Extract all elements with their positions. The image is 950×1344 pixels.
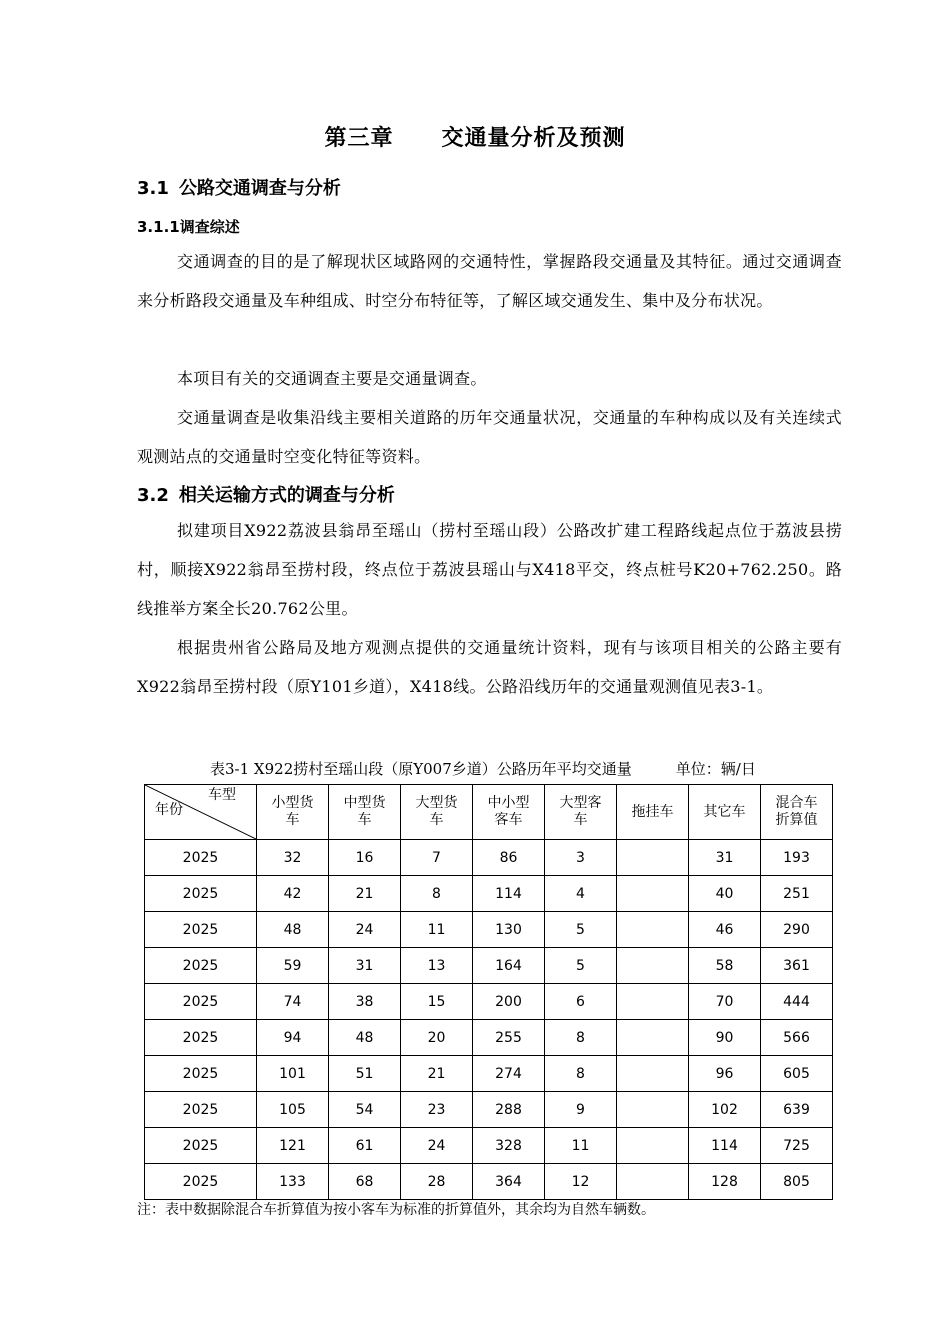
column-header-line: 中型货	[343, 795, 386, 811]
table-cell: 128	[689, 1164, 761, 1200]
table-row	[145, 1056, 833, 1092]
table-cell: 58	[689, 948, 761, 984]
table-cell: 566	[761, 1020, 833, 1056]
column-header	[257, 785, 329, 840]
column-header-line: 客车	[494, 812, 523, 828]
table-cell	[617, 948, 689, 984]
column-header-line: 其它车	[703, 803, 746, 820]
table-cell: 38	[329, 984, 401, 1020]
column-header-line: 中小型	[487, 795, 530, 811]
column-header	[689, 785, 761, 840]
chapter-number: 第三章	[324, 126, 394, 151]
year-cell: 2025	[145, 1164, 257, 1200]
table-row	[145, 1128, 833, 1164]
table-cell: 21	[329, 876, 401, 912]
year-cell: 2025	[145, 984, 257, 1020]
table-note: 注：表中数据除混合车折算值为按小客车为标准的折算值外，其余均为自然车辆数。	[137, 1202, 655, 1218]
table-cell: 8	[545, 1056, 617, 1092]
year-cell: 2025	[145, 912, 257, 948]
year-cell: 2025	[145, 1056, 257, 1092]
column-header-line: 拖挂车	[631, 803, 674, 820]
table-cell: 54	[329, 1092, 401, 1128]
table-cell: 114	[689, 1128, 761, 1164]
column-header	[329, 785, 401, 840]
table-row	[145, 948, 833, 984]
table-unit: 单位：辆/日	[675, 760, 756, 778]
table-cell: 6	[545, 984, 617, 1020]
column-header	[761, 785, 833, 840]
paragraph: 交通量调查是收集沿线主要相关道路的历年交通量状况，交通量的车种构成以及有关连续式观测站点的交通量时空变化特征等资料。	[137, 408, 842, 466]
table-cell: 48	[329, 1020, 401, 1056]
chapter-name: 交通量分析及预测	[441, 126, 626, 151]
table-cell	[617, 912, 689, 948]
column-header-line: 折算值	[775, 812, 818, 828]
table-cell: 251	[761, 876, 833, 912]
table-cell: 51	[329, 1056, 401, 1092]
section-heading-3-2	[137, 481, 395, 507]
table-cell	[617, 1020, 689, 1056]
table-cell: 46	[689, 912, 761, 948]
column-header-line: 车	[285, 812, 300, 828]
table-cell: 639	[761, 1092, 833, 1128]
paragraph: 交通调查的目的是了解现状区域路网的交通特性，掌握路段交通量及其特征。通过交通调查来分析路段交通量及车种组成、时空分布特征等，了解区域交通发生、集中及分布状况。	[137, 252, 842, 310]
table-cell: 12	[545, 1164, 617, 1200]
table-cell	[617, 840, 689, 876]
column-header	[545, 785, 617, 840]
column-header-line: 车	[429, 812, 444, 828]
table-cell: 11	[545, 1128, 617, 1164]
table-cell: 86	[473, 840, 545, 876]
table-cell: 4	[545, 876, 617, 912]
table-cell: 21	[401, 1056, 473, 1092]
corner-header	[145, 785, 257, 840]
table-cell: 94	[257, 1020, 329, 1056]
table-cell: 13	[401, 948, 473, 984]
table-cell	[617, 1128, 689, 1164]
table-cell: 5	[545, 912, 617, 948]
table-row	[145, 1020, 833, 1056]
column-header	[473, 785, 545, 840]
table-cell: 90	[689, 1020, 761, 1056]
table-cell: 361	[761, 948, 833, 984]
column-header-line: 车	[573, 812, 588, 828]
table-cell: 101	[257, 1056, 329, 1092]
table-cell: 133	[257, 1164, 329, 1200]
corner-header-year: 年份	[155, 802, 183, 818]
table-cell: 805	[761, 1164, 833, 1200]
paragraph: 根据贵州省公路局及地方观测点提供的交通量统计资料，现有与该项目相关的公路主要有X922翁昂至捞村段（原Y101乡道），X418线。公路沿线历年的交通量观测值见表3-1。	[137, 638, 842, 696]
section-number: 3.1	[137, 178, 169, 199]
subsection-heading-3-1-1: 3.1.1调查综述	[137, 218, 240, 236]
table-cell: 193	[761, 840, 833, 876]
table-cell: 24	[329, 912, 401, 948]
table-cell: 23	[401, 1092, 473, 1128]
table-cell: 121	[257, 1128, 329, 1164]
table-cell: 725	[761, 1128, 833, 1164]
table-row	[145, 876, 833, 912]
table-cell: 61	[329, 1128, 401, 1164]
year-cell: 2025	[145, 948, 257, 984]
table-cell: 15	[401, 984, 473, 1020]
section-title: 相关运输方式的调查与分析	[178, 485, 395, 506]
table-row	[145, 1164, 833, 1200]
column-header-line: 大型客	[559, 795, 602, 811]
table-cell: 328	[473, 1128, 545, 1164]
table-cell: 24	[401, 1128, 473, 1164]
table-cell: 102	[689, 1092, 761, 1128]
table-cell	[617, 1164, 689, 1200]
table-caption	[210, 758, 756, 779]
table-cell: 605	[761, 1056, 833, 1092]
column-header-line: 小型货	[271, 795, 314, 811]
column-header-line: 大型货	[415, 795, 458, 811]
section-number: 3.2	[137, 485, 169, 506]
table-row	[145, 912, 833, 948]
column-header	[401, 785, 473, 840]
section-title: 公路交通调查与分析	[178, 178, 341, 199]
table-cell: 200	[473, 984, 545, 1020]
table-cell: 444	[761, 984, 833, 1020]
table-cell	[617, 984, 689, 1020]
table-header-row	[145, 785, 833, 840]
corner-header-vehicle-type: 车型	[208, 787, 236, 803]
paragraph: 本项目有关的交通调查主要是交通量调查。	[177, 369, 487, 388]
table-cell: 16	[329, 840, 401, 876]
chapter-title	[0, 121, 950, 152]
year-cell: 2025	[145, 840, 257, 876]
table-cell	[617, 876, 689, 912]
table-cell: 8	[401, 876, 473, 912]
table-cell: 274	[473, 1056, 545, 1092]
table-cell: 74	[257, 984, 329, 1020]
table-cell: 11	[401, 912, 473, 948]
table-cell: 3	[545, 840, 617, 876]
year-cell: 2025	[145, 1092, 257, 1128]
table-cell: 42	[257, 876, 329, 912]
table-cell: 59	[257, 948, 329, 984]
year-cell: 2025	[145, 1128, 257, 1164]
table-cell	[617, 1056, 689, 1092]
table-cell: 114	[473, 876, 545, 912]
table-cell: 7	[401, 840, 473, 876]
table-row	[145, 840, 833, 876]
column-header	[617, 785, 689, 840]
table-cell: 31	[689, 840, 761, 876]
table-cell: 164	[473, 948, 545, 984]
table-row	[145, 1092, 833, 1128]
table-cell: 32	[257, 840, 329, 876]
year-cell: 2025	[145, 876, 257, 912]
table-cell: 70	[689, 984, 761, 1020]
table-cell: 96	[689, 1056, 761, 1092]
table-cell: 28	[401, 1164, 473, 1200]
table-cell	[617, 1092, 689, 1128]
column-header-line: 混合车	[775, 795, 818, 811]
table-cell: 20	[401, 1020, 473, 1056]
table-body	[145, 840, 833, 1200]
table-cell: 364	[473, 1164, 545, 1200]
table-row	[145, 984, 833, 1020]
table-cell: 288	[473, 1092, 545, 1128]
table-caption-text: 表3-1 X922捞村至瑶山段（原Y007乡道）公路历年平均交通量	[210, 760, 632, 778]
table-cell: 8	[545, 1020, 617, 1056]
year-cell: 2025	[145, 1020, 257, 1056]
table-cell: 255	[473, 1020, 545, 1056]
table-cell: 40	[689, 876, 761, 912]
traffic-volume-table	[144, 784, 833, 1200]
table-cell: 290	[761, 912, 833, 948]
paragraph: 拟建项目X922荔波县翁昂至瑶山（捞村至瑶山段）公路改扩建工程路线起点位于荔波县捞村，顺接X922翁昂至捞村段，终点位于荔波县瑶山与X418平交，终点桩号K20+762.250。路线推举方案全长20.762公里。	[137, 521, 842, 618]
column-header-line: 车	[357, 812, 372, 828]
table-cell: 9	[545, 1092, 617, 1128]
table-cell: 130	[473, 912, 545, 948]
table-cell: 105	[257, 1092, 329, 1128]
section-heading-3-1	[137, 174, 341, 200]
table-cell: 5	[545, 948, 617, 984]
table-cell: 68	[329, 1164, 401, 1200]
table-cell: 48	[257, 912, 329, 948]
table-cell: 31	[329, 948, 401, 984]
